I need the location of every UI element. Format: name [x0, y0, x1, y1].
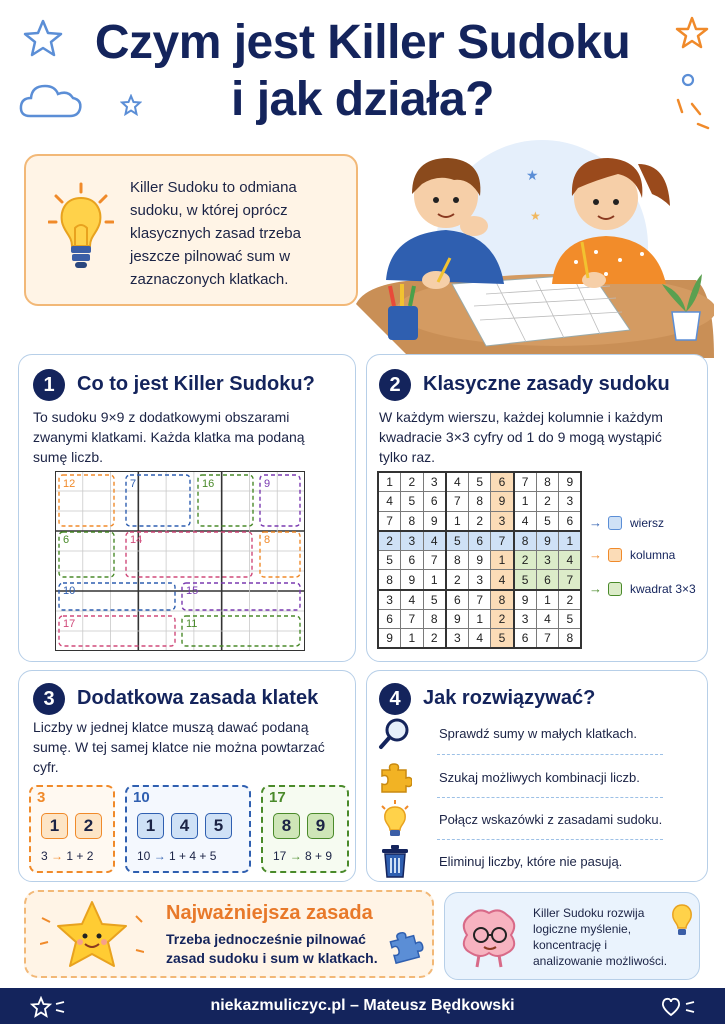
benefit-box — [444, 892, 700, 980]
lightbulb-icon — [667, 901, 697, 941]
cage-sum: 8 — [264, 534, 271, 546]
legend-label: wiersz — [630, 515, 665, 530]
sudoku-cell: 2 — [423, 629, 446, 649]
sudoku-cell: 1 — [536, 590, 559, 610]
sudoku-cell: 3 — [378, 590, 401, 610]
sudoku-cell: 7 — [446, 492, 469, 512]
sudoku-row — [378, 511, 581, 531]
sudoku-cell: 1 — [468, 609, 491, 629]
lightbulb-icon — [48, 182, 114, 278]
sudoku-row — [378, 492, 581, 512]
sudoku-cell: 4 — [536, 609, 559, 629]
cage-example-3 — [29, 785, 115, 873]
sudoku-cell: 7 — [491, 531, 514, 551]
cage-example-sum: 17 — [269, 789, 286, 806]
sudoku-row — [378, 472, 581, 492]
cage-equation: 10 → 1 + 4 + 5 — [137, 849, 217, 863]
sudoku-cell: 5 — [401, 492, 424, 512]
cage-example-10 — [125, 785, 251, 873]
sudoku-cell: 3 — [491, 511, 514, 531]
svg-text:★: ★ — [530, 209, 541, 223]
sudoku-cell: 2 — [378, 531, 401, 551]
sudoku-grid — [377, 471, 582, 649]
page-title — [0, 14, 725, 128]
legend-swatch — [608, 548, 622, 562]
brain-icon — [453, 905, 525, 971]
sudoku-cell: 8 — [446, 550, 469, 570]
section-cage-rule — [18, 670, 356, 882]
sudoku-cell: 6 — [468, 531, 491, 551]
sudoku-cell: 5 — [491, 629, 514, 649]
sudoku-cell: 3 — [514, 609, 537, 629]
sudoku-cell: 1 — [423, 570, 446, 590]
legend-box: → kwadrat 3×3 — [589, 581, 696, 596]
section-title: Klasyczne zasady sudoku — [423, 373, 670, 395]
sudoku-cell: 6 — [536, 570, 559, 590]
sudoku-cell: 7 — [559, 570, 582, 590]
legend-label: kwadrat 3×3 — [630, 581, 696, 596]
cage-sum: 10 — [63, 585, 76, 597]
sudoku-cell: 3 — [559, 492, 582, 512]
section-number-badge: 2 — [379, 369, 411, 401]
section-title: Dodatkowa zasada klatek — [77, 687, 319, 709]
sudoku-cell: 2 — [536, 492, 559, 512]
sudoku-cell: 9 — [446, 609, 469, 629]
digit-cell: 4 — [171, 813, 198, 839]
section-text: To sudoku 9×9 z dodatkowymi obszarami zwanymi klatkami. Każda klatka ma podaną sumę liczb. — [33, 409, 305, 465]
sudoku-cell: 5 — [536, 511, 559, 531]
sudoku-cell: 5 — [514, 570, 537, 590]
sudoku-cell: 7 — [401, 609, 424, 629]
sudoku-cell: 9 — [468, 550, 491, 570]
sudoku-row — [378, 590, 581, 610]
sudoku-row — [378, 609, 581, 629]
sudoku-cell: 2 — [446, 570, 469, 590]
cage-sum: 9 — [264, 478, 271, 490]
section-title: Jak rozwiązywać? — [423, 687, 596, 709]
tip-text: Sprawdź sumy w małych klatkach. — [439, 725, 637, 741]
sudoku-cell: 8 — [378, 570, 401, 590]
sudoku-cell: 9 — [423, 511, 446, 531]
sudoku-cell: 3 — [423, 472, 446, 492]
sudoku-cell: 4 — [559, 550, 582, 570]
star-outline-icon — [22, 18, 64, 58]
sudoku-cell: 9 — [491, 492, 514, 512]
cage-sum: 11 — [186, 618, 198, 630]
sudoku-cell: 4 — [514, 511, 537, 531]
smiling-star-icon — [40, 900, 144, 974]
intro-box — [24, 154, 358, 306]
killer-sudoku-grid — [55, 471, 305, 651]
sudoku-cell: 6 — [514, 629, 537, 649]
digit-cell: 1 — [41, 813, 68, 839]
tip-item — [375, 841, 675, 881]
sudoku-cell: 9 — [536, 531, 559, 551]
sudoku-cell: 6 — [559, 511, 582, 531]
sudoku-cell: 1 — [401, 629, 424, 649]
title-line-1: Czym jest Killer Sudoku — [94, 16, 631, 69]
sudoku-cell: 9 — [559, 472, 582, 492]
puzzle-piece-icon — [378, 760, 412, 794]
sudoku-cell: 6 — [446, 590, 469, 610]
cage-sum: 12 — [63, 478, 76, 490]
sudoku-cell: 2 — [468, 511, 491, 531]
legend-swatch — [608, 582, 622, 596]
main-rule-title: Najważniejsza zasada — [166, 902, 373, 924]
tip-item — [375, 713, 675, 753]
digit-cell: 9 — [307, 813, 334, 839]
footer-credit: niekazmuliczyc.pl – Mateusz Będkowski — [210, 997, 515, 1014]
sudoku-cell: 7 — [536, 629, 559, 649]
main-rule-box — [24, 890, 434, 978]
sudoku-cell: 4 — [378, 492, 401, 512]
section-title: Co to jest Killer Sudoku? — [77, 373, 315, 395]
lightbulb-icon — [378, 800, 412, 838]
children-solving-sudoku-illustration — [356, 134, 714, 358]
sudoku-cell: 1 — [559, 531, 582, 551]
section-text: Liczby w jednej klatce muszą dawać podaną sumę. W tej samej klatce nie można powtarzać cyfr. — [33, 719, 325, 775]
tip-text: Szukaj możliwych kombinacji liczb. — [439, 769, 640, 785]
cage-equation: 17 → 8 + 9 — [273, 849, 333, 863]
sudoku-cell: 5 — [378, 550, 401, 570]
svg-text:★: ★ — [526, 167, 539, 183]
benefit-text: Killer Sudoku rozwija logiczne myślenie, koncentrację i analizowanie możliwości. — [533, 906, 668, 968]
digit-cell: 8 — [273, 813, 300, 839]
sudoku-cell: 4 — [401, 590, 424, 610]
sudoku-cell: 4 — [423, 531, 446, 551]
sudoku-cell: 1 — [446, 511, 469, 531]
sudoku-cell: 3 — [468, 570, 491, 590]
heart-outline-icon — [660, 996, 700, 1018]
magnifier-icon — [378, 716, 412, 750]
sudoku-cell: 5 — [559, 609, 582, 629]
sudoku-cell: 1 — [378, 472, 401, 492]
sudoku-cell: 9 — [514, 590, 537, 610]
sudoku-cell: 8 — [536, 472, 559, 492]
sudoku-cell: 8 — [423, 609, 446, 629]
legend-row: → wiersz — [589, 515, 665, 530]
sudoku-row — [378, 550, 581, 570]
cage-equation: 3 → 1 + 2 — [41, 849, 94, 863]
cage-sum: 14 — [130, 534, 143, 546]
sudoku-cell: 3 — [446, 629, 469, 649]
sudoku-cell: 7 — [378, 511, 401, 531]
tip-item — [375, 757, 675, 797]
tip-divider — [437, 754, 663, 755]
sudoku-cell: 5 — [423, 590, 446, 610]
sudoku-cell: 4 — [468, 629, 491, 649]
sudoku-cell: 7 — [468, 590, 491, 610]
digit-cell: 1 — [137, 813, 164, 839]
sudoku-cell: 3 — [536, 550, 559, 570]
sudoku-cell: 7 — [514, 472, 537, 492]
sparkle-lines-icon — [668, 70, 712, 140]
main-rule-text: Trzeba jednocześnie pilnować zasad sudoku i sum w klatkach. — [166, 931, 378, 966]
tip-divider — [437, 839, 663, 840]
sudoku-cell: 2 — [401, 472, 424, 492]
section-number-badge: 1 — [33, 369, 65, 401]
footer-bar — [0, 988, 725, 1024]
sudoku-row — [378, 570, 581, 590]
cage-sum: 16 — [202, 478, 215, 490]
section-text: W każdym wierszu, każdej kolumnie i każdym kwadracie 3×3 cyfry od 1 do 9 mogą wystąpić tylko raz. — [379, 409, 663, 465]
sudoku-cell: 7 — [423, 550, 446, 570]
section-number-badge: 3 — [33, 683, 65, 715]
tip-text: Połącz wskazówki z zasadami sudoku. — [439, 811, 663, 827]
cage-sum: 6 — [63, 534, 70, 546]
title-line-2: i jak działa? — [231, 73, 494, 126]
section-how-to-solve — [366, 670, 708, 882]
trash-can-icon — [380, 844, 410, 878]
sudoku-cell: 4 — [491, 570, 514, 590]
puzzle-piece-icon — [388, 928, 424, 964]
sudoku-cell: 2 — [559, 590, 582, 610]
cage-sum: 7 — [130, 478, 137, 490]
cage-example-sum: 3 — [37, 789, 46, 806]
sudoku-cell: 2 — [514, 550, 537, 570]
cage-sum: 15 — [186, 585, 199, 597]
sudoku-cell: 4 — [446, 472, 469, 492]
cage-example-sum: 10 — [133, 789, 150, 806]
digit-cell: 2 — [75, 813, 102, 839]
sudoku-cell: 3 — [401, 531, 424, 551]
sudoku-cell: 5 — [468, 472, 491, 492]
star-outline-icon — [30, 996, 70, 1018]
legend-label: kolumna — [630, 547, 676, 562]
cage-example-17 — [261, 785, 349, 873]
star-outline-icon — [674, 16, 710, 50]
tip-divider — [437, 797, 663, 798]
sudoku-cell: 8 — [514, 531, 537, 551]
sudoku-row — [378, 531, 581, 551]
cloud-icon — [18, 78, 84, 120]
sudoku-cell: 8 — [491, 590, 514, 610]
sudoku-cell: 2 — [491, 609, 514, 629]
legend-column: → kolumna — [589, 547, 676, 562]
sudoku-cell: 6 — [491, 472, 514, 492]
tip-item — [375, 799, 675, 839]
section-what-is-killer-sudoku — [18, 354, 356, 662]
sudoku-cell: 1 — [514, 492, 537, 512]
section-number-badge: 4 — [379, 683, 411, 715]
sudoku-cell: 8 — [401, 511, 424, 531]
cage-sum: 17 — [63, 618, 76, 630]
sudoku-cell: 9 — [401, 570, 424, 590]
sudoku-row — [378, 629, 581, 649]
small-star-icon — [120, 94, 142, 116]
sudoku-cell: 8 — [468, 492, 491, 512]
legend-swatch — [608, 516, 622, 530]
tip-text: Eliminuj liczby, które nie pasują. — [439, 853, 623, 869]
digit-cell: 5 — [205, 813, 232, 839]
sudoku-cell: 8 — [559, 629, 582, 649]
sudoku-cell: 1 — [491, 550, 514, 570]
sudoku-cell: 5 — [446, 531, 469, 551]
sudoku-cell: 6 — [423, 492, 446, 512]
section-classic-rules — [366, 354, 708, 662]
sudoku-cell: 9 — [378, 629, 401, 649]
sudoku-cell: 6 — [378, 609, 401, 629]
sudoku-cell: 6 — [401, 550, 424, 570]
intro-text: Killer Sudoku to odmiana sudoku, w której oprócz klasycznych zasad trzeba jeszcze pilnować sum w zaznaczonych klatkach. — [130, 179, 301, 288]
